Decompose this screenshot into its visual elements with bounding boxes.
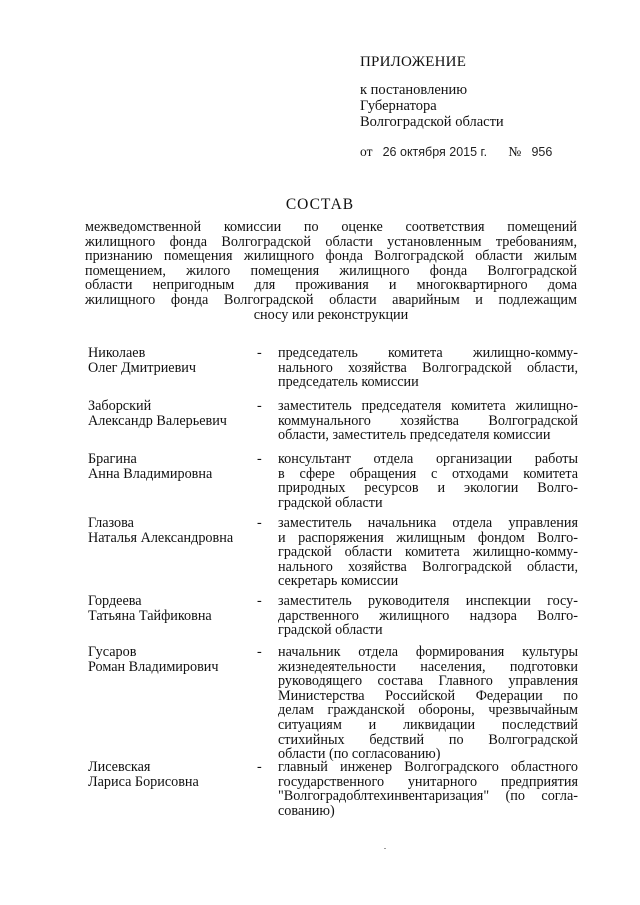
role-line: заместитель начальника отдела управления xyxy=(278,515,578,531)
member-dash: - xyxy=(257,398,262,414)
member-role xyxy=(278,645,578,762)
appendix-block xyxy=(360,54,552,160)
member-surname: Гусаров xyxy=(88,644,137,660)
member-dash: - xyxy=(257,515,262,531)
member-role xyxy=(278,452,578,510)
member-given-name: Анна Владимировна xyxy=(88,465,213,482)
member-name xyxy=(88,516,253,545)
role-line: области (по согласованию) xyxy=(278,746,441,763)
role-line: консультант отдела организации работы xyxy=(278,451,578,467)
role-line: главный инженер Волгоградского областного xyxy=(278,759,578,775)
role-line: в сфере обращения с отходами комитета xyxy=(278,465,578,482)
decree-date: 26 октября 2015 г. xyxy=(382,145,488,159)
role-line: нального хозяйства Волгоградской области, xyxy=(278,558,578,575)
member-given-name: Лариса Борисовна xyxy=(88,773,199,790)
role-line: "Волгоградоблтехинвентаризация" (по согла- xyxy=(278,788,578,805)
appendix-line: Губернатора xyxy=(360,98,437,114)
member-role xyxy=(278,399,578,443)
role-line: градской области xyxy=(278,494,383,511)
role-line: нального хозяйства Волгоградской области, xyxy=(278,359,578,376)
description-line: признанию помещения жилищного фонда Волгоградской области жилым xyxy=(85,248,577,265)
decree-number: 956 xyxy=(531,145,553,159)
member-given-name: Роман Владимирович xyxy=(88,658,219,675)
role-line: руководящего состава Главного управления xyxy=(278,673,578,690)
description-line: жилищного фонда Волгоградской области установленным требованиям, xyxy=(85,233,577,250)
member-surname: Глазова xyxy=(88,515,134,531)
member-given-name: Александр Валерьевич xyxy=(88,412,227,429)
appendix-line: к постановлению xyxy=(360,82,468,98)
member-given-name: Наталья Александровна xyxy=(88,529,234,546)
member-role xyxy=(278,760,578,818)
decree-date-row xyxy=(360,144,552,160)
member-dash: - xyxy=(257,593,262,609)
role-line: стихийных бедствий по Волгоградской xyxy=(278,731,578,748)
member-dash: - xyxy=(257,759,262,775)
description-line: межведомственной комиссии по оценке соответствия помещений xyxy=(85,219,577,235)
member-surname: Гордеева xyxy=(88,593,142,609)
member-surname: Николаев xyxy=(88,345,146,361)
role-line: секретарь комиссии xyxy=(278,573,399,590)
role-line: государственного унитарного предприятия xyxy=(278,773,578,790)
appendix-title: ПРИЛОЖЕНИЕ xyxy=(360,54,467,70)
member-role xyxy=(278,346,578,390)
date-prefix: от xyxy=(360,144,373,159)
member-name xyxy=(88,645,253,674)
member-name xyxy=(88,346,253,375)
member-given-name: Олег Дмитриевич xyxy=(88,359,197,376)
description-line: жилищного фонда Волгоградской области аварийным и подлежащим xyxy=(85,291,577,308)
member-dash: - xyxy=(257,345,262,361)
role-line: ситуациям и ликвидации последствий xyxy=(278,716,578,733)
member-surname: Заборский xyxy=(88,398,152,414)
scan-speck xyxy=(384,848,386,849)
member-role xyxy=(278,594,578,638)
role-line: градской области комитета жилищно-комму- xyxy=(278,544,578,561)
role-line: заместитель председателя комитета жилищно- xyxy=(278,398,578,414)
document-heading: СОСТАВ xyxy=(285,196,355,213)
member-given-name: Татьяна Тайфиковна xyxy=(88,607,212,624)
number-prefix: № xyxy=(508,144,522,159)
member-dash: - xyxy=(257,644,262,660)
role-line: области, заместитель председателя комиссии xyxy=(278,427,551,444)
role-line: начальник отдела формирования культуры xyxy=(278,644,578,660)
role-line: и распоряжения жилищным фондом Волго- xyxy=(278,529,578,546)
member-dash: - xyxy=(257,451,262,467)
role-line: жизнедеятельности населения, подготовки xyxy=(278,658,578,675)
member-name xyxy=(88,594,253,623)
role-line: заместитель руководителя инспекции госу- xyxy=(278,593,578,609)
role-line: градской области xyxy=(278,622,383,639)
role-line: председатель комитета жилищно-комму- xyxy=(278,345,578,361)
commission-description xyxy=(85,220,577,322)
role-line: сованию) xyxy=(278,802,335,819)
member-role xyxy=(278,516,578,589)
role-line: Министерства Российской Федерации по xyxy=(278,687,578,704)
member-surname: Брагина xyxy=(88,451,137,467)
role-line: дарственного жилищного надзора Волго- xyxy=(278,607,578,624)
description-line: сносу или реконструкции xyxy=(253,306,409,323)
description-line: области непригодным для проживания и многоквартирного дома xyxy=(85,277,577,294)
appendix-line: Волгоградской области xyxy=(360,114,504,130)
role-line: председатель комиссии xyxy=(278,374,419,391)
member-name xyxy=(88,452,253,481)
role-line: делам гражданской обороны, чрезвычайным xyxy=(278,702,578,719)
role-line: коммунального хозяйства Волгоградской xyxy=(278,412,578,429)
description-line: помещением, жилого помещения жилищного фонда Волгоградской xyxy=(85,262,577,279)
role-line: природных ресурсов и экологии Волго- xyxy=(278,480,578,497)
member-name xyxy=(88,399,253,428)
member-name xyxy=(88,760,253,789)
member-surname: Лисевская xyxy=(88,759,151,775)
